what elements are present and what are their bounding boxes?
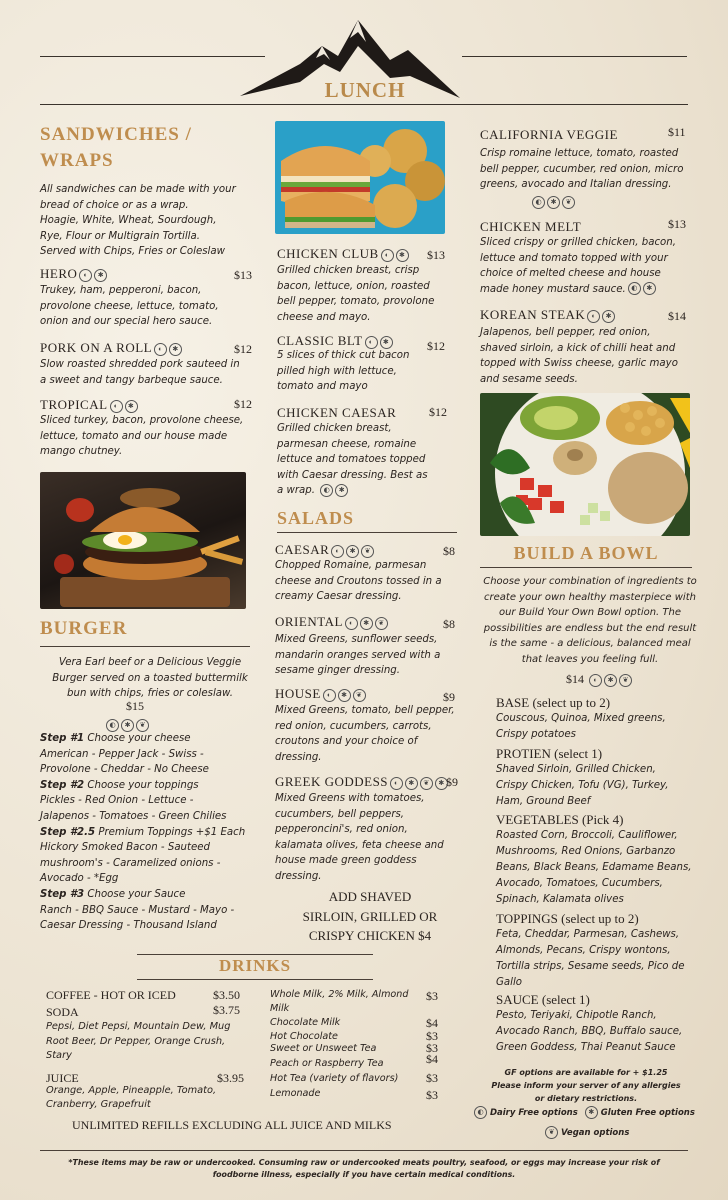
desc-line: Mixed Greens with tomatoes,	[275, 793, 425, 804]
item-price-korean-steak: $14	[668, 309, 686, 323]
bowl-group-title: VEGETABLES (Pick 4)	[496, 812, 624, 827]
item-name-caesar	[275, 542, 374, 558]
desc-line: Slow roasted shredded pork sauteed in	[40, 359, 240, 370]
step-2	[40, 778, 265, 794]
desc-line: tomato and mayo	[277, 381, 368, 393]
dairy-free-icon: ◐	[110, 400, 123, 413]
gluten-free-icon: ✱	[360, 617, 373, 630]
drink-name-milk-cont: Milk	[270, 1003, 290, 1014]
page-title: LUNCH	[324, 78, 406, 102]
vegan-icon: ❦	[136, 719, 149, 732]
item-name-tropical	[40, 397, 138, 413]
step-label: Step #2	[40, 779, 85, 791]
dairy-free-icon: ◐	[390, 777, 403, 790]
burger-price: $15	[126, 699, 144, 713]
drink-name-hot-tea: Hot Tea (variety of flavors)	[270, 1073, 399, 1084]
step-line: Hickory Smoked Bacon - Sauteed	[40, 842, 211, 854]
item-desc-tropical	[40, 413, 265, 460]
item-price-house: $9	[443, 690, 455, 704]
bowl-line: Spinach, Kalamata olives	[496, 894, 624, 905]
item-price-classic-blt: $12	[427, 339, 445, 353]
bowl-line: Beans, Black Beans, Edamame Beans,	[496, 862, 692, 873]
step-line: Caesar Dressing - Thousand Island	[40, 920, 217, 932]
bowl-price: $14	[566, 672, 584, 686]
dairy-free-icon: ◐	[320, 484, 333, 497]
desc-line: lettuce and tomatoes topped	[277, 454, 426, 466]
sandwich-illustration-icon	[275, 121, 445, 234]
desc-line: Orange, Apple, Pineapple, Tomato,	[46, 1085, 217, 1096]
desc-line: parmesan cheese, romaine	[277, 438, 417, 450]
item-price-oriental: $8	[443, 617, 455, 631]
item-name-oriental	[275, 614, 388, 630]
step-label: Step #2.5	[40, 826, 96, 838]
dairy-free-icon: ◐	[628, 282, 641, 295]
dairy-free-icon: ◐	[381, 249, 394, 262]
desc-line: choice of melted cheese and house	[480, 268, 661, 280]
desc-line: house made green goddess	[275, 855, 417, 867]
burger-rule	[40, 646, 250, 647]
desc-line: sesame ginger dressing.	[275, 665, 401, 677]
item-name-text: CLASSIC BLT	[277, 333, 363, 348]
desc-line: Mixed Greens, tomato, bell pepper,	[275, 705, 455, 716]
intro-line: bun with chips, fries or coleslaw.	[67, 688, 233, 700]
step-text: Choose your toppings	[84, 779, 199, 791]
bowl-line: Gallo	[496, 977, 523, 988]
drink-name-soda: SODA	[46, 1005, 79, 1019]
dairy-free-icon: ◐	[589, 674, 602, 687]
desc-line: cucumbers, bell peppers,	[275, 808, 405, 820]
intro-line: Burger served on a toasted buttermilk	[52, 672, 248, 684]
vegan-icon: ❦	[420, 777, 433, 790]
intro-line: Vera Earl beef or a Delicious Veggie	[58, 657, 242, 668]
addon-line: ADD SHAVED	[328, 889, 412, 904]
desc-line: kalamata olives, feta cheese and	[275, 839, 444, 851]
intro-line: is the same - a delicious, balanced meal	[489, 638, 691, 650]
drink-name-lemonade: Lemonade	[270, 1088, 321, 1099]
item-desc-chicken-caesar	[277, 421, 457, 499]
item-name-chicken-club	[277, 246, 409, 262]
item-desc-pork	[40, 357, 265, 388]
bowl-line: Couscous, Quinoa, Mixed greens,	[496, 713, 666, 724]
bowl-group-lines	[496, 711, 706, 743]
desc-line: dressing.	[275, 751, 322, 763]
desc-line: Grilled chicken breast, crisp	[277, 265, 420, 276]
gluten-free-icon: ✱	[396, 249, 409, 262]
legend-dairy: Dairy Free options	[489, 1108, 578, 1118]
bowl-line: Mushrooms, Red Onions, Garbanzo	[496, 846, 676, 857]
item-name-chicken-melt: CHICKEN MELT	[480, 219, 582, 234]
desc-line: provolone cheese, lettuce, tomato,	[40, 300, 219, 312]
drink-desc-soda	[46, 1020, 256, 1064]
footer-line: *These items may be raw or undercooked. Consuming raw or undercooked meats poultry, seafood, or eggs may increase your risk of	[68, 1158, 660, 1167]
drink-desc-juice	[46, 1084, 256, 1112]
step-3	[40, 887, 265, 903]
drink-price-tea: $3	[426, 1041, 438, 1055]
header-rule-left	[40, 56, 265, 57]
inform-note: Please inform your server of any allergies	[491, 1081, 681, 1090]
desc-line: Mixed Greens, sunflower seeds,	[275, 634, 438, 645]
drink-name-milk: Whole Milk, 2% Milk, Almond	[270, 989, 409, 1000]
desc-line: and sesame seeds.	[480, 373, 578, 385]
gluten-free-icon: ✱	[602, 310, 615, 323]
drink-price-lemonade: $3	[426, 1088, 438, 1102]
drink-price-hot-choc: $3	[426, 1029, 438, 1043]
bowl-line: Roasted Corn, Broccoli, Cauliflower,	[496, 830, 678, 841]
desc-line: red onion, cucumbers, carrots,	[275, 720, 432, 732]
item-price-chicken-caesar: $12	[429, 405, 447, 419]
item-name-classic-blt	[277, 333, 393, 349]
desc-line: Root Beer, Dr Pepper, Orange Crush,	[46, 1035, 226, 1047]
desc-line: greens, avocado and Italian dressing.	[480, 179, 672, 191]
step-label: Step #3	[40, 888, 85, 900]
desc-line: Pepsi, Diet Pepsi, Mountain Dew, Mug	[46, 1021, 231, 1032]
header-rule-right	[462, 56, 687, 57]
vegan-icon: ❦	[562, 196, 575, 209]
gluten-free-icon: ✱	[338, 689, 351, 702]
item-desc-korean-steak	[480, 325, 690, 387]
bowl-group-lines	[496, 828, 706, 908]
step-line: Jalapenos - Tomatoes - Green Chilies	[40, 810, 227, 822]
drink-name-tea: Sweet or Unsweet Tea	[270, 1043, 377, 1054]
desc-line: lettuce, tomato and our house made	[40, 430, 228, 442]
vegan-icon: ❦	[619, 674, 632, 687]
dairy-free-icon: ◐	[79, 269, 92, 282]
item-price-greek-goddess: $9	[446, 775, 458, 789]
gluten-free-icon: ✱	[405, 777, 418, 790]
desc-line: mango chutney.	[40, 446, 123, 458]
addon-line: SIRLOIN, GRILLED OR	[302, 908, 438, 924]
vegan-icon: ❦	[545, 1126, 558, 1139]
step-line: Avocado - *Egg	[40, 873, 119, 885]
desc-line: a wrap.	[277, 485, 315, 497]
intro-line: our Build Your Own Bowl option. The	[498, 607, 682, 619]
item-name-text: HERO	[40, 266, 78, 281]
addon-line: CRISPY CHICKEN $4	[308, 928, 432, 943]
desc-line: dressing.	[275, 870, 322, 882]
step-label: Step #1	[40, 733, 85, 744]
gluten-free-icon: ✱	[585, 1106, 598, 1119]
intro-line: Hoagie, White, Wheat, Sourdough,	[40, 215, 217, 227]
gluten-free-icon: ✱	[346, 545, 359, 558]
desc-line-with-icons	[480, 282, 690, 298]
intro-line: that leaves you feeling full.	[521, 653, 659, 665]
item-name-text: GREEK GODDESS	[275, 774, 389, 789]
intro-line: All sandwiches can be made with your	[40, 184, 236, 195]
drink-price-milk: $3	[426, 989, 438, 1003]
desc-line: lettuce and tomato topped with your	[480, 252, 668, 264]
drink-name-coffee: COFFEE - HOT OR ICED	[46, 988, 176, 1002]
salads-heading: SALADS	[277, 508, 355, 528]
desc-line: Cranberry, Grapefruit	[46, 1099, 151, 1110]
burger-illustration-icon	[40, 472, 246, 609]
desc-line: Stary	[46, 1050, 72, 1061]
dairy-free-icon: ◐	[331, 545, 344, 558]
drinks-heading: DRINKS	[218, 956, 292, 975]
intro-line: Served with Chips, Fries or Coleslaw	[40, 246, 225, 258]
item-price-california-veggie: $11	[668, 125, 686, 139]
item-desc-chicken-club	[277, 263, 457, 325]
sandwiches-heading	[40, 122, 192, 174]
item-name-text: HOUSE	[275, 686, 321, 701]
burger-intro	[40, 655, 260, 702]
desc-line: croutons and your choice of	[275, 736, 418, 748]
desc-line: Jalapenos, bell pepper, red onion,	[480, 327, 651, 338]
bowl-line: Green Goddess, Thai Peanut Sauce	[496, 1042, 676, 1053]
desc-line: bacon, lettuce, onion, roasted	[277, 280, 430, 292]
dairy-free-icon: ◐	[532, 196, 545, 209]
item-desc-classic-blt	[277, 348, 457, 395]
step-text: Premium Toppings +$1 Each	[95, 826, 246, 838]
bowl-intro	[478, 574, 702, 668]
step-line: American - Pepper Jack - Swiss -	[40, 748, 204, 760]
desc-line: made honey mustard sauce.	[480, 283, 626, 295]
bowl-line: Crispy potatoes	[496, 729, 576, 740]
item-desc-hero	[40, 283, 260, 330]
drink-name-peach-tea: Peach or Raspberry Tea	[270, 1058, 384, 1069]
vegan-icon: ❦	[361, 545, 374, 558]
desc-line: Trukey, ham, pepperoni, bacon,	[40, 285, 202, 296]
drink-price-peach-tea: $4	[426, 1052, 438, 1066]
bowl-group-lines	[496, 1008, 706, 1056]
dairy-free-icon: ◐	[345, 617, 358, 630]
bowl-group-lines	[496, 762, 706, 810]
legend-gluten: Gluten Free options	[600, 1108, 695, 1118]
vegan-icon: ❦	[353, 689, 366, 702]
bowl-group-title: PROTIEN (select 1)	[496, 746, 603, 761]
item-name-text: TROPICAL	[40, 397, 108, 412]
step-line: Ranch - BBQ Sauce - Mustard - Mayo -	[40, 904, 235, 916]
item-name-text: CAESAR	[275, 542, 330, 557]
vegan-icon: ❦	[375, 617, 388, 630]
desc-line: topped with Swiss cheese, garlic mayo	[480, 358, 678, 370]
bowl-line: Tortilla strips, Sesame seeds, Pico de	[496, 961, 685, 972]
bowl-line: Feta, Cheddar, Parmesan, Cashews,	[496, 929, 680, 940]
drink-price-hot-tea: $3	[426, 1071, 438, 1085]
item-price-tropical: $12	[234, 397, 252, 411]
item-price-chicken-melt: $13	[668, 217, 686, 231]
salad-addon	[275, 887, 465, 946]
bowl-illustration-icon	[480, 393, 690, 536]
item-desc-california-veggie	[480, 146, 690, 193]
item-name-greek-goddess	[275, 774, 448, 790]
item-name-text: PORK ON A ROLL	[40, 340, 153, 355]
item-desc-oriental	[275, 632, 460, 679]
intro-line: bread of choice or as a wrap.	[40, 199, 189, 211]
burger-steps	[40, 731, 265, 934]
dairy-free-icon: ◐	[474, 1106, 487, 1119]
legend-vegan-row	[543, 1126, 629, 1139]
header-rule-bottom	[40, 104, 688, 105]
intro-line: Rye, Flour or Multigrain Tortilla.	[40, 230, 200, 242]
desc-line: a sweet and tangy barbeque sauce.	[40, 374, 223, 386]
salads-rule	[277, 532, 457, 533]
item-name-california-veggie: CALIFORNIA VEGGIE	[480, 127, 618, 142]
gf-note: GF options are available for + $1.25	[504, 1068, 668, 1077]
desc-line: pepperoncini's, red onion,	[275, 824, 408, 836]
gluten-free-icon: ✱	[435, 777, 448, 790]
bowl-line: Crispy Chicken, Tofu (VG), Turkey,	[496, 780, 669, 791]
intro-line: create your own healthy masterpiece with	[484, 591, 696, 603]
step-line: Pickles - Red Onion - Lettuce -	[40, 795, 194, 807]
bowl-heading: BUILD A BOWL	[513, 543, 659, 563]
item-price-pork: $12	[234, 342, 252, 356]
item-price-chicken-club: $13	[427, 248, 445, 262]
step-2-5	[40, 825, 265, 841]
desc-line: 5 slices of thick cut bacon	[277, 350, 410, 361]
inform-note: or dietary restrictions.	[534, 1094, 638, 1103]
bowl-group-title: SAUCE (select 1)	[496, 992, 590, 1007]
gluten-free-icon: ✱	[604, 674, 617, 687]
gluten-free-icon: ✱	[547, 196, 560, 209]
legend-vegan: Vegan options	[560, 1128, 630, 1138]
desc-line: shaved sirloin, a kick of chilli heat and	[480, 342, 676, 354]
drink-price-choc-milk: $4	[426, 1016, 438, 1030]
bowl-rule	[480, 567, 692, 568]
dairy-free-icon: ◐	[587, 310, 600, 323]
sandwiches-intro	[40, 182, 260, 260]
desc-line: Crisp romaine lettuce, tomato, roasted	[480, 148, 679, 159]
drink-price-coffee: $3.50	[213, 988, 240, 1002]
drink-name-juice: JUICE	[46, 1071, 79, 1085]
item-desc-caesar	[275, 558, 460, 605]
desc-line: creamy Caesar dressing.	[275, 591, 402, 603]
bowl-price-row	[566, 672, 632, 687]
step-line: mushroom's - Caramelized onions -	[40, 857, 221, 869]
desc-line: cheese and Croutons tossed in a	[275, 575, 442, 587]
footer-line: foodborne illness, especially if you have certain medical conditions.	[212, 1170, 516, 1179]
item-desc-chicken-melt	[480, 235, 690, 297]
item-name-pork	[40, 340, 182, 356]
dairy-free-icon: ◐	[365, 336, 378, 349]
step-text: Choose your cheese	[84, 733, 191, 744]
bowl-line: Avocado, Tomatoes, Cucumbers,	[496, 878, 663, 889]
item-name-house	[275, 686, 366, 702]
bowl-options	[496, 695, 706, 1056]
gluten-free-icon: ✱	[125, 400, 138, 413]
desc-line: Sliced turkey, bacon, provolone cheese,	[40, 415, 244, 426]
bowl-group-lines	[496, 927, 706, 991]
item-price-caesar: $8	[443, 544, 455, 558]
drink-name-hot-choc: Hot Chocolate	[270, 1031, 338, 1042]
intro-line: possibilities are endless but the end result	[483, 622, 697, 634]
step-line: Provolone - Cheddar - No Cheese	[40, 764, 209, 776]
footer-disclaimer	[40, 1157, 688, 1181]
drink-price-soda: $3.75	[213, 1003, 240, 1017]
desc-line: pilled high with lettuce,	[277, 365, 397, 377]
bowl-group-title: TOPPINGS (select up to 2)	[496, 911, 639, 926]
item-name-text: ORIENTAL	[275, 614, 343, 629]
drink-name-choc-milk: Chocolate Milk	[270, 1017, 341, 1028]
step-1	[40, 731, 265, 747]
bowl-line: Almonds, Pecans, Crispy wontons,	[496, 945, 671, 956]
item-name-korean-steak	[480, 307, 615, 323]
desc-line: bell pepper, tomato, provolone	[277, 296, 435, 308]
bowl-group-title: BASE (select up to 2)	[496, 695, 611, 710]
item-name-chicken-caesar: CHICKEN CAESAR	[277, 405, 397, 420]
drinks-rule-top	[137, 954, 373, 955]
gluten-free-icon: ✱	[94, 269, 107, 282]
dairy-free-icon: ◐	[106, 719, 119, 732]
drinks-rule-bottom	[137, 979, 373, 980]
desc-line-with-icons	[277, 483, 457, 499]
refills-note: UNLIMITED REFILLS EXCLUDING ALL JUICE AND MILKS	[72, 1118, 392, 1132]
gluten-free-icon: ✱	[335, 484, 348, 497]
allergy-notes	[470, 1066, 702, 1105]
desc-line: with Caesar dressing. Best as	[277, 469, 428, 481]
desc-line: cheese and mayo.	[277, 311, 371, 323]
item-desc-greek-goddess	[275, 791, 460, 885]
california-diet-icons	[530, 192, 575, 211]
item-name-text: CHICKEN CLUB	[277, 246, 379, 261]
bowl-line: Ham, Ground Beef	[496, 796, 591, 807]
gluten-free-icon: ✱	[121, 719, 134, 732]
dairy-free-icon: ◐	[154, 343, 167, 356]
burger-photo	[40, 472, 246, 609]
sandwiches-heading-line2: WRAPS	[40, 150, 114, 171]
burger-heading: BURGER	[40, 618, 128, 639]
item-price-hero: $13	[234, 268, 252, 282]
footer-rule	[40, 1150, 688, 1151]
desc-line: bell pepper, cucumber, red onion, micro	[480, 163, 684, 175]
desc-line: Grilled chicken breast,	[277, 423, 392, 434]
bowl-line: Avocado Ranch, BBQ, Buffalo sauce,	[496, 1026, 683, 1037]
intro-line: Choose your combination of ingredients to	[483, 576, 697, 587]
desc-line: onion and our special hero sauce.	[40, 316, 213, 328]
item-name-text: KOREAN STEAK	[480, 307, 586, 322]
desc-line: mandarin oranges served with a	[275, 649, 441, 661]
legend-row	[472, 1106, 695, 1119]
gluten-free-icon: ✱	[380, 336, 393, 349]
bowl-line: Pesto, Teriyaki, Chipotle Ranch,	[496, 1010, 657, 1021]
sandwiches-heading-line1: SANDWICHES /	[40, 124, 192, 145]
bowl-photo	[480, 393, 690, 536]
desc-line: Sliced crispy or grilled chicken, bacon,	[480, 237, 676, 248]
item-name-hero	[40, 266, 107, 282]
sandwich-photo	[275, 121, 445, 234]
item-desc-house	[275, 703, 460, 765]
gluten-free-icon: ✱	[169, 343, 182, 356]
dairy-free-icon: ◐	[323, 689, 336, 702]
step-text: Choose your Sauce	[84, 888, 186, 900]
gluten-free-icon: ✱	[643, 282, 656, 295]
desc-line: Chopped Romaine, parmesan	[275, 560, 427, 571]
drink-price-juice: $3.95	[217, 1071, 244, 1085]
bowl-line: Shaved Sirloin, Grilled Chicken,	[496, 764, 656, 775]
